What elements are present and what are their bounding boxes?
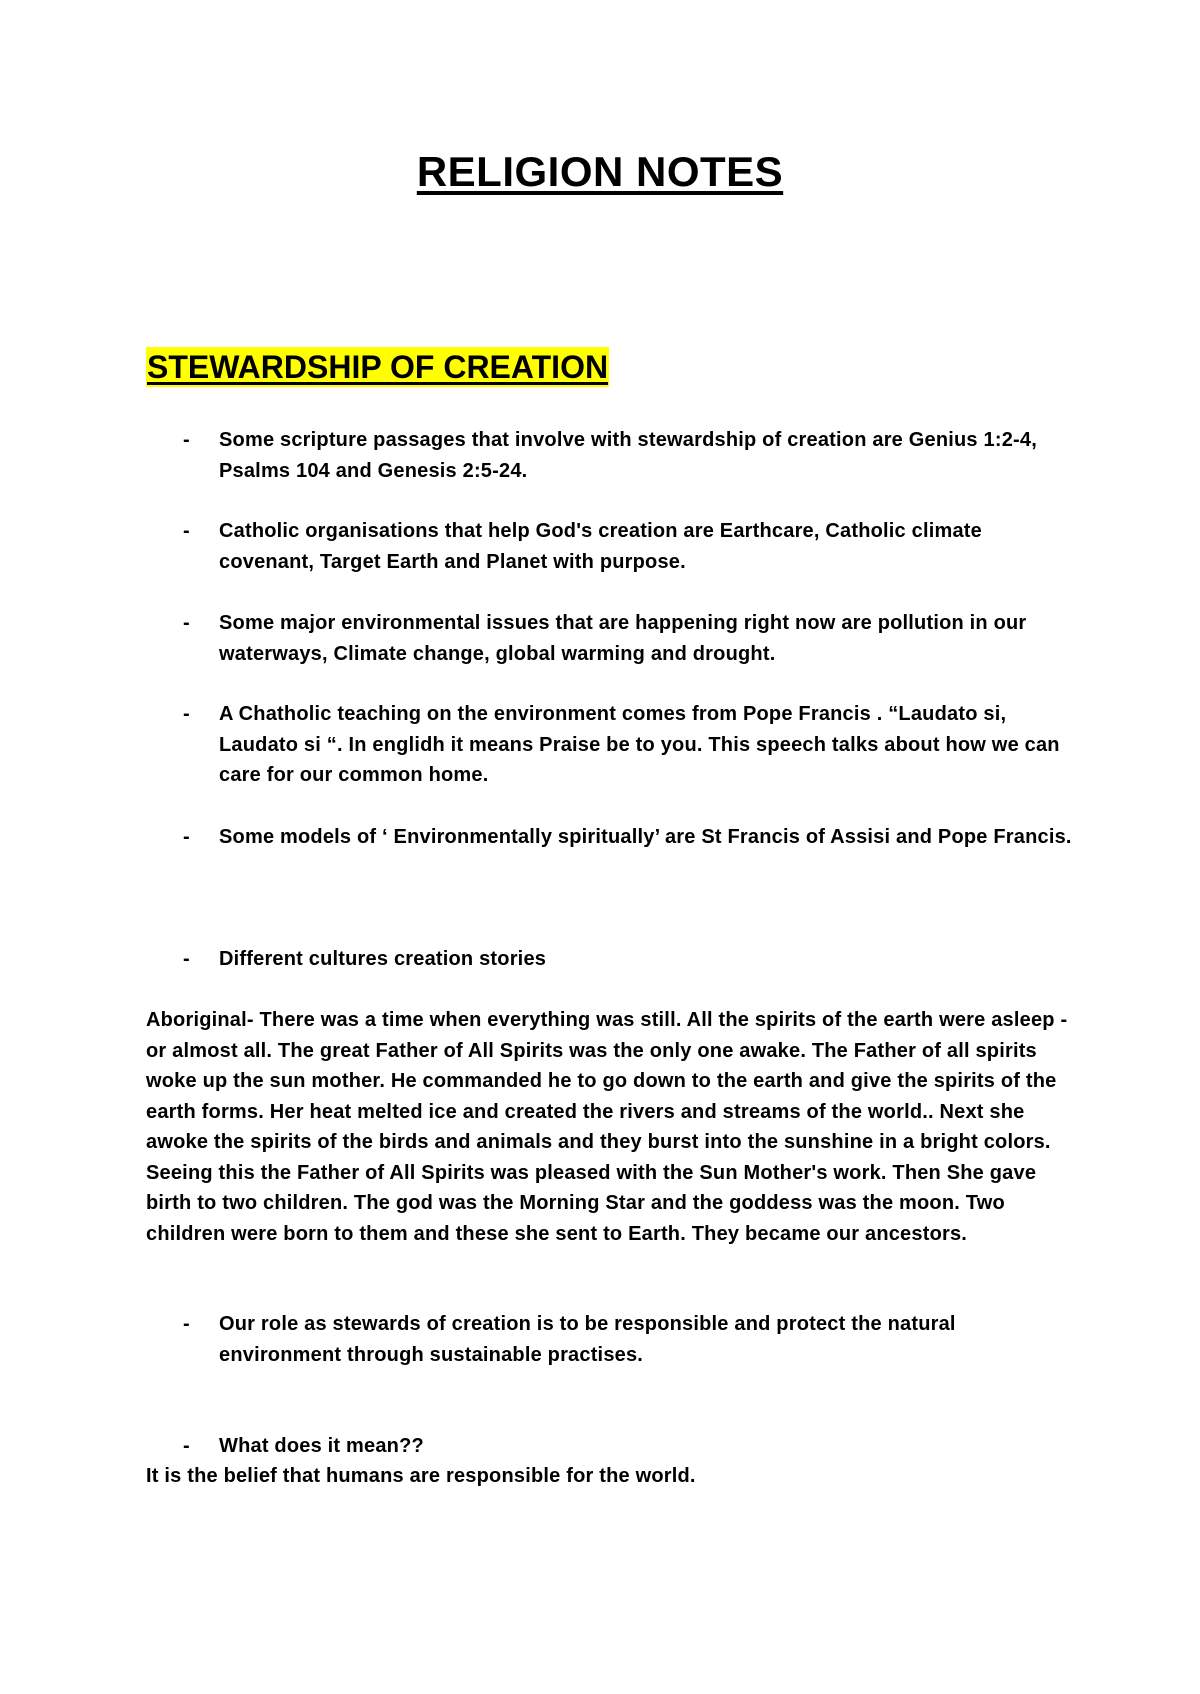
bullet-item [146,699,1076,791]
aboriginal-story-paragraph: Aboriginal- There was a time when everything was still. All the spirits of the earth were asleep - or almost all. The great Father of All Spirits was the only one awake. The Father of all spirits woke up the sun mother. He commanded he to go down to the earth and give the spirits of the earth forms. Her heat melted ice and created the rivers and streams of the world.. Next she awoke the spirits of the birds and animals and they burst into the sunshine in a bright colors. Seeing this the Father of All Spirits was pleased with the Sun Mother's work. Then She gave birth to two children. The god was the Morning Star and the goddess was the moon. Two children were born to them and these she sent to Earth. They became our ancestors. [146,1009,1068,1245]
bullet-dash: - [183,703,190,725]
bullet-item [146,425,1076,486]
bullet-item [146,516,1076,577]
bullet-text: Our role as stewards of creation is to be responsible and protect the natural environment through sustainable practises. [219,1313,956,1366]
bullet-dash: - [183,612,190,634]
bullet-text: Some scripture passages that involve with stewardship of creation are Genius 1:2-4, Psalms 104 and Genesis 2:5-24. [219,429,1037,482]
bullet-text: What does it mean?? [219,1435,424,1457]
bullet-item [146,822,1076,853]
bullet-item [146,1309,1076,1370]
bullet-text: A Chatholic teaching on the environment comes from Pope Francis . “Laudato si, Laudato si “. In englidh it means Praise be to you. This speech talks about how we can care for our common home. [219,703,1060,786]
bullet-text: Some models of ‘ Environmentally spiritually’ are St Francis of Assisi and Pope Francis. [219,826,1072,848]
bullet-item [146,1431,1076,1462]
bullet-text: Some major environmental issues that are happening right now are pollution in our waterways, Climate change, global warming and drought. [219,612,1027,665]
bullet-text: Catholic organisations that help God's creation are Earthcare, Catholic climate covenant, Target Earth and Planet with purpose. [219,520,982,573]
bullet-item [146,944,1076,975]
bullet-dash: - [183,1435,190,1457]
bullet-dash: - [183,948,190,970]
page-title: RELIGION NOTES [416,148,784,195]
bullet-dash: - [183,520,190,542]
bullet-item [146,608,1076,669]
bullet-dash: - [183,826,190,848]
closing-statement: It is the belief that humans are responsible for the world. [146,1465,696,1487]
bullet-dash: - [183,1313,190,1335]
bullet-text: Different cultures creation stories [219,948,547,970]
bullet-dash: - [183,429,190,451]
section-heading: STEWARDSHIP OF CREATION [147,349,609,385]
